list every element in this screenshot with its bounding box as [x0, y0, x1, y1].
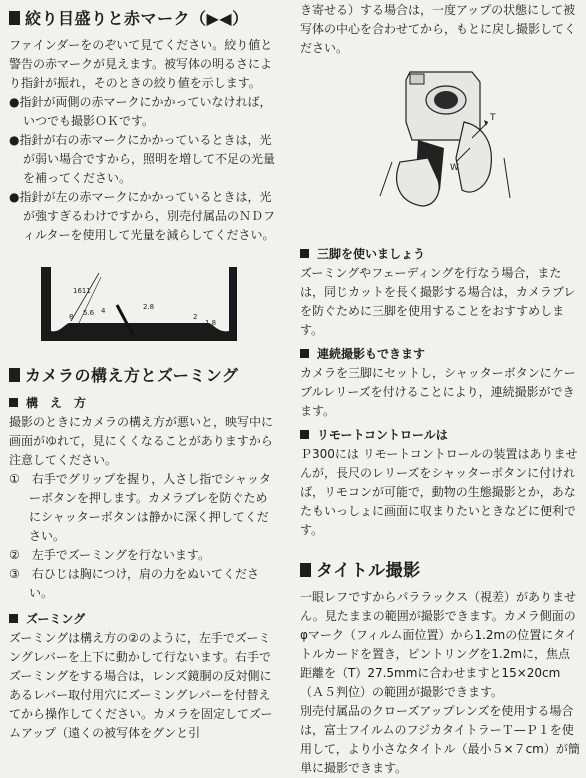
- subheading-holding: [9, 393, 279, 413]
- subheading-square-icon: [300, 349, 309, 358]
- heading-text: タイトル撮影: [316, 561, 421, 581]
- subheading-square-icon: [300, 249, 309, 258]
- aperture-gauge-figure: [9, 267, 279, 347]
- continued-paragraph: き寄せる）する場合は，一度アップの状態にして被写体の中心を合わせてから，もとに戻し撮影してください。: [300, 3, 577, 55]
- gauge-label: 1.8: [205, 319, 217, 327]
- subheading-text: 三脚を使いましょう: [317, 247, 426, 261]
- subheading-text: リモートコントロールは: [317, 428, 448, 442]
- right-column: [300, 0, 580, 778]
- subheading-square-icon: [9, 398, 18, 407]
- gauge-label: 2.8: [143, 303, 155, 311]
- heading-square-icon: [9, 368, 20, 382]
- step-3: ③ 右ひじは胸につけ，肩の力をぬいてください。: [9, 567, 260, 600]
- subheading-continuous: [300, 344, 580, 364]
- left-column: [9, 0, 279, 743]
- continuous-paragraph: カメラを三脚にセットし，シャッターボタンにケーブルレリーズを付けることにより，連続撮影ができます。: [300, 366, 576, 418]
- aperture-gauge: [39, 267, 239, 347]
- gauge-label: 4: [101, 307, 106, 315]
- heading-text: カメラの構え方とズーミング: [25, 366, 239, 385]
- subheading-text: ズーミング: [26, 612, 86, 626]
- wide-label: W: [450, 163, 459, 173]
- camera-illustration: [300, 58, 580, 206]
- title-paragraph-2: 別売付属品のクローズアップレンズを使用する場合は，富士フイルムのフジカタイトラーＴ—Ｐ１を使用して，より小さなタイトル（最小５×７cm）が簡単に撮影できます。: [300, 704, 580, 775]
- step-2: ② 左手でズーミングを行ないます。: [9, 548, 210, 562]
- section-heading-holding: [9, 365, 279, 387]
- title-paragraph-1: 一眼レフですからパララックス（視差）がありません。見たままの範囲が撮影できます。カメラ側面のφマーク（フィルム面位置）から1.2mの位置にタイトルカードを置き，ピントリングを1.2mに，焦点距離を（T）27.5mmに合わせますと15×20cm（Ａ５判位）の範囲が撮影できます。: [300, 590, 578, 699]
- tele-label: T: [490, 113, 496, 123]
- bullet-3: ●指針が左の赤マークにかかっているときは，光が強すぎるわけですから，別売付属品のＮＤフィルターを使用して光量を減らしてください。: [9, 190, 276, 242]
- section-heading-title: [300, 560, 580, 582]
- gauge-label: 1611: [73, 287, 91, 295]
- step-1: ① 右手でグリップを握り，人さし指でシャッターボタンを押します。カメラブレを防ぐためにシャッターボタンは静かに深く押してください。: [9, 472, 272, 543]
- gauge-label: 2: [193, 313, 198, 321]
- aperture-intro: ファインダーをのぞいて見てください。絞り値と警告の赤マークが見えます。被写体の明るさにより指針が振れ，そのときの絞り値を示します。: [9, 38, 273, 90]
- zooming-paragraph: ズーミングは構え方の②のように，左手でズーミングレバーを上下に動かして行ないます。右手でズーミングをする場合は，レンズ鏡胴の反対側にあるレバー取付用穴にズーミングレバーを付替えてから操作してください。カメラを固定してズームアップ（遠くの被写体をグンと引: [9, 631, 273, 740]
- subheading-square-icon: [9, 614, 18, 623]
- heading-square-icon: [300, 563, 311, 577]
- bullet-1: ●指針が両側の赤マークにかかっていなければ，いつでも撮影ＯＫです。: [9, 95, 272, 128]
- subheading-text: 連続撮影もできます: [317, 347, 426, 361]
- gauge-label: 8: [69, 313, 74, 321]
- subheading-text: 構 え 方: [26, 396, 87, 410]
- tripod-paragraph: ズーミングやフェーディングを行なう場合，または，同じカットを長く撮影する場合は，カメラブレを防ぐために三脚を使用することをおすすめします。: [300, 266, 576, 337]
- remote-paragraph: Ｐ300には リモートコントロールの装置はありませんが，長尺のレリーズをシャッターボタンに付ければ，リモコンが可能で，動物の生態撮影とか，あなたもいっしょに画面に収まりたいときなどに便利です。: [300, 447, 578, 537]
- subheading-zooming: [9, 609, 279, 629]
- holding-paragraph: 撮影のときにカメラの構え方が悪いと，映写中に画面がゆれて，見にくくなることがありますから注意してください。: [9, 415, 274, 467]
- subheading-square-icon: [300, 430, 309, 439]
- heading-text: 絞り目盛りと赤マーク（▶◀）: [25, 9, 249, 28]
- bullet-2: ●指針が右の赤マークにかかっているときは，光が弱い場合ですから，照明を増して不足の光量を補ってください。: [9, 133, 276, 185]
- subheading-remote: [300, 425, 580, 445]
- gauge-label: 5.6: [83, 309, 95, 317]
- subheading-tripod: [300, 244, 580, 264]
- section-heading-aperture: [9, 8, 279, 30]
- heading-square-icon: [9, 11, 20, 25]
- camera-hands-drawing: [372, 62, 512, 210]
